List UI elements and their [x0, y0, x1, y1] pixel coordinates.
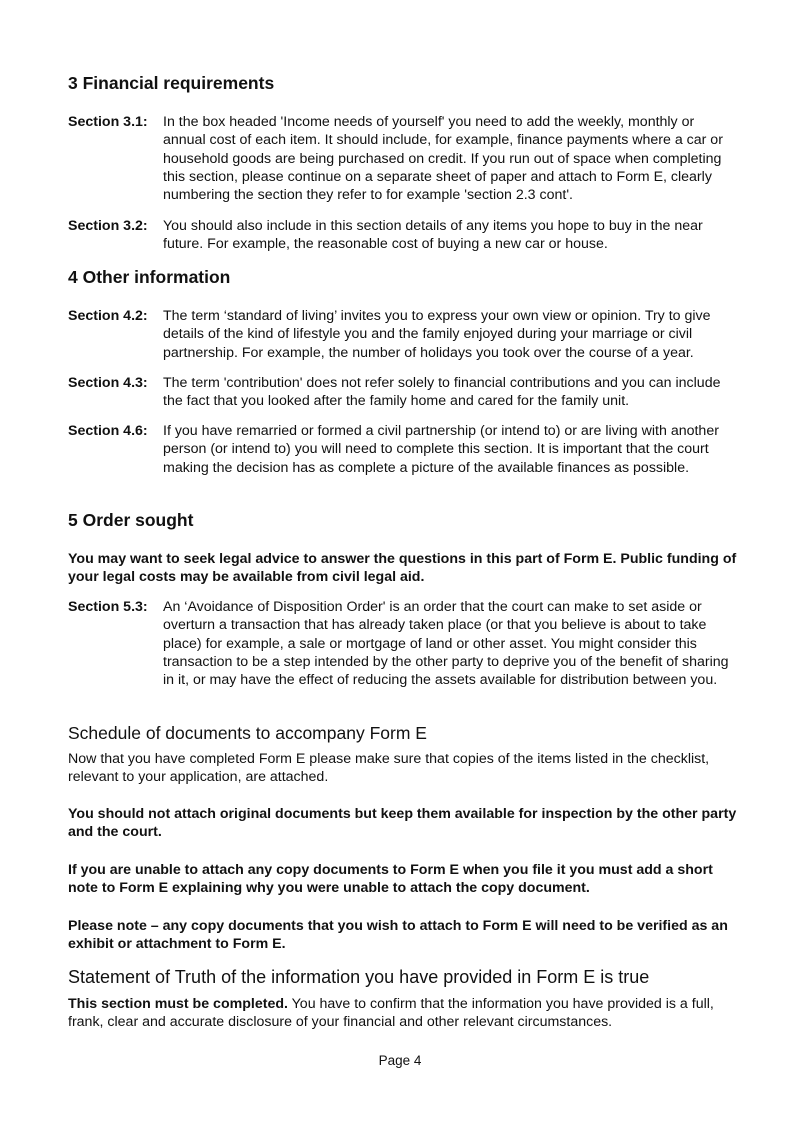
section-4-3-entry [68, 374, 740, 411]
schedule-unable-attach-note: If you are unable to attach any copy documents to Form E when you file it you must add a short note to Form E explaining why you were unable to attach the copy document. [68, 862, 713, 897]
entry-text: The term 'contribution' does not refer solely to financial contributions and you can include the fact that you looked after the family home and cared for the family unit. [163, 375, 721, 410]
section-4-2-entry [68, 307, 740, 362]
page-number: Page 4 [378, 1053, 422, 1068]
section-4-6-entry [68, 422, 740, 477]
statement-of-truth-text [68, 995, 740, 1032]
statement-body: You have to confirm that the information you have provided is a full, frank, clear and accurate disclosure of your financial and other relevant circumstances. [68, 996, 714, 1031]
entry-label: Section 4.6: [68, 423, 148, 439]
schedule-intro: Now that you have completed Form E please make sure that copies of the items listed in the checklist, relevant to your application, are attached. [68, 751, 710, 786]
entry-text: If you have remarried or formed a civil partnership (or intend to) or are living with another person (or intend to) you will need to complete this section. It is important that the court making the decision has as complete a picture of the available finances as possible. [163, 423, 719, 476]
entry-text: You should also include in this section details of any items you hope to buy in the near future. For example, the reasonable cost of buying a new car or house. [163, 218, 703, 253]
statement-lead: This section must be completed. [68, 996, 288, 1012]
schedule-heading: Schedule of documents to accompany Form E [68, 723, 427, 743]
section-3-heading: 3 Financial requirements [68, 73, 275, 93]
legal-advice-note: You may want to seek legal advice to answer the questions in this part of Form E. Public funding of your legal costs may be available from civil legal aid. [68, 551, 737, 586]
entry-label: Section 5.3: [68, 599, 148, 615]
section-3-1-entry [68, 113, 740, 204]
entry-text: The term ‘standard of living’ invites you to express your own view or opinion. Try to give details of the kind of lifestyle you and the family enjoyed during your marriage or civil partnership. For example, the number of holidays you took over the course of a year. [163, 308, 711, 361]
entry-text: An ‘Avoidance of Disposition Order' is an order that the court can make to set aside or overturn a transaction that has already taken place (or that you believe is about to take place) for example, a sale or mortgage of land or other asset. You might consider this transaction to be a step intended by the other party to deprive you of the benefit of sharing in it, or may have the effect of reducing the assets available for distribution between you. [163, 599, 729, 689]
section-4-heading: 4 Other information [68, 267, 231, 287]
entry-label: Section 3.2: [68, 218, 148, 234]
entry-label: Section 4.2: [68, 308, 148, 324]
statement-of-truth-heading: Statement of Truth of the information you have provided in Form E is true [68, 967, 650, 987]
schedule-original-docs-note: You should not attach original documents but keep them available for inspection by the other party and the court. [68, 806, 737, 841]
section-5-heading: 5 Order sought [68, 510, 194, 530]
entry-text: In the box headed 'Income needs of yourself' you need to add the weekly, monthly or annual cost of each item. It should include, for example, finance payments where a car or household goods are being purchased on credit. If you run out of space when completing this section, please continue on a separate sheet of paper and attach to Form E, clearly numbering the section they refer to for example 'section 2.3 cont'. [163, 114, 723, 204]
entry-label: Section 3.1: [68, 114, 148, 130]
entry-label: Section 4.3: [68, 375, 148, 391]
section-3-2-entry [68, 217, 740, 254]
schedule-verify-note: Please note – any copy documents that you wish to attach to Form E will need to be verified as an exhibit or attachment to Form E. [68, 918, 728, 953]
section-5-3-entry [68, 598, 740, 689]
